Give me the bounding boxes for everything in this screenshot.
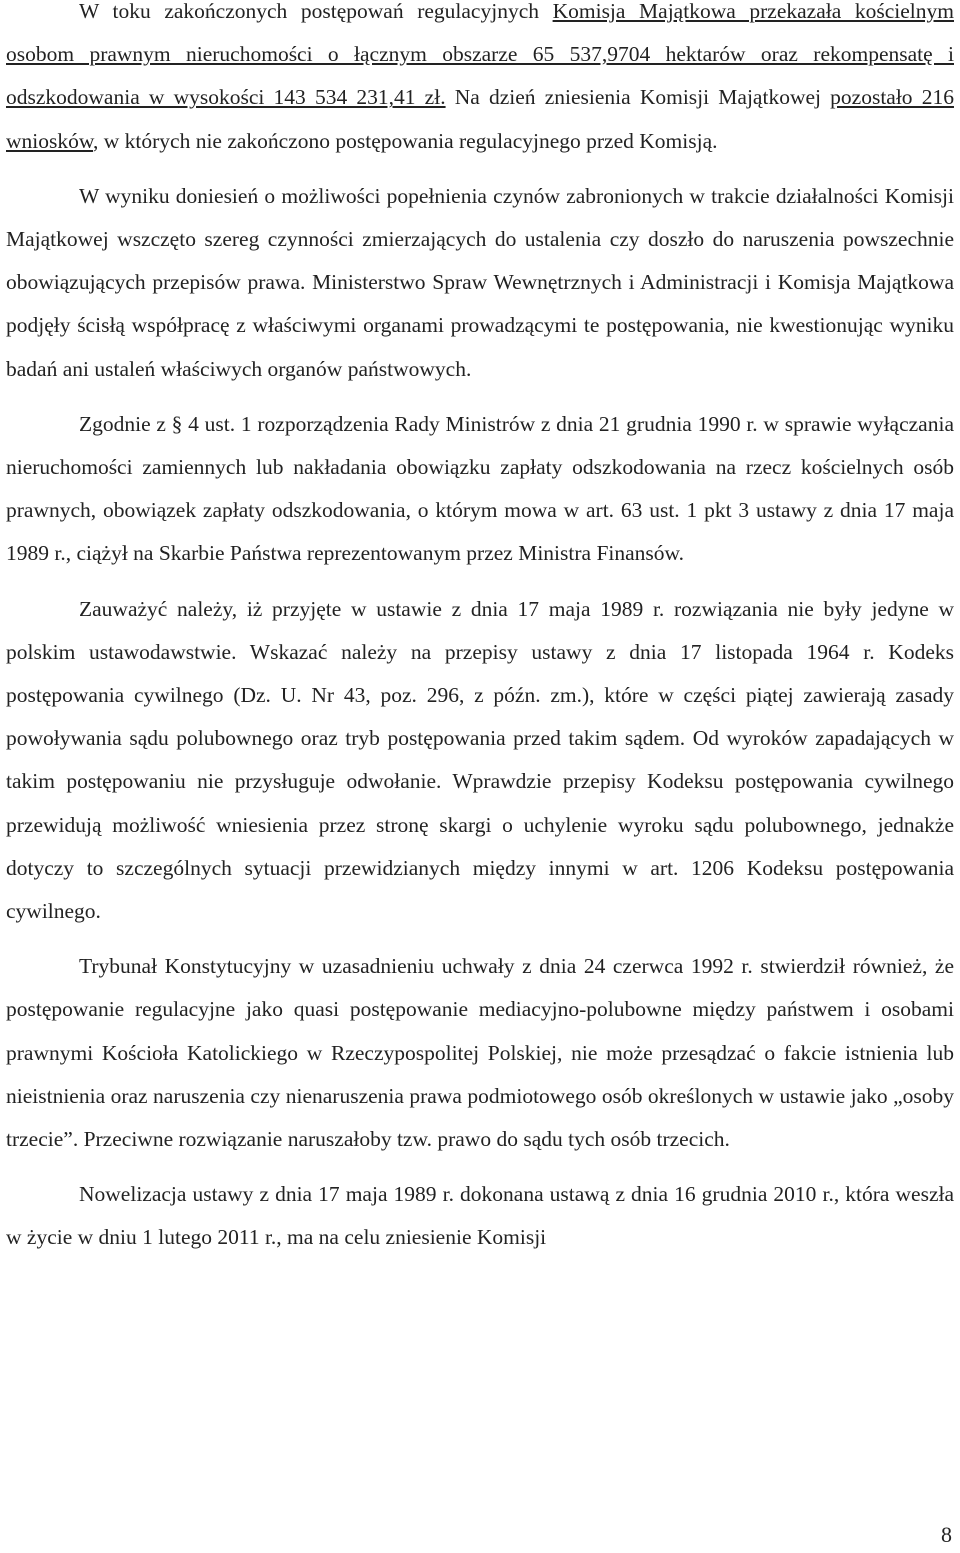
- paragraph-constitutional-tribunal: Trybunał Konstytucyjny w uzasadnieniu uchwały z dnia 24 czerwca 1992 r. stwierdził również, że postępowanie regulacyjne jako quasi postępowanie mediacyjno-polubowne między państwem i osobami prawnymi Kościoła Katolickiego w Rzeczypospolitej Polskiej, nie może przesądzać o fakcie istnienia lub nieistnienia oraz naruszenia czy nienaruszenia prawa podmiotowego osób określonych w ustawie jako „osoby trzecie”. Przeciwne rozwiązanie naruszałoby tzw. prawo do sądu tych osób trzecich.: [6, 954, 954, 1152]
- document-page: [6, 0, 954, 1260]
- page-number: 8: [941, 1522, 952, 1547]
- paragraph-amendment: Nowelizacja ustawy z dnia 17 maja 1989 r. dokonana ustawą z dnia 16 grudnia 2010 r., która weszła w życie w dniu 1 lutego 2011 r., ma na celu zniesienie Komisji: [6, 1182, 954, 1250]
- paragraph-segment: Na dzień zniesienia Komisji Majątkowej: [445, 85, 831, 110]
- paragraph-investigation: W wyniku doniesień o możliwości popełnienia czynów zabronionych w trakcie działalności Komisji Majątkowej wszczęto szereg czynności zmierzających do ustalenia czy doszło do naruszenia powszechnie obowiązujących przepisów prawa. Ministerstwo Spraw Wewnętrznych i Administracji i Komisja Majątkowa podjęły ścisłą współpracę z właściwymi organami prowadzącymi te postępowania, nie kwestionując wyniku badań ani ustaleń właściwych organów państwowych.: [6, 183, 954, 381]
- paragraph-arbitration: Zauważyć należy, iż przyjęte w ustawie z dnia 17 maja 1989 r. rozwiązania nie były jedyne w polskim ustawodawstwie. Wskazać należy na przepisy ustawy z dnia 17 listopada 1964 r. Kodeks postępowania cywilnego (Dz. U. Nr 43, poz. 296, z późn. zm.), które w części piątej zawierają zasady powoływania sądu polubownego oraz tryb postępowania przed takim sądem. Od wyroków zapadających w takim postępowaniu nie przysługuje odwołanie. Wprawdzie przepisy Kodeksu postępowania cywilnego przewidują możliwość wniesienia przez stronę skargi o uchylenie wyroku sądu polubownego, jednakże dotyczy to szczególnych sytuacji przewidzianych między innymi w art. 1206 Kodeksu postępowania cywilnego.: [6, 596, 954, 924]
- paragraph-segment: W toku zakończonych postępowań regulacyjnych: [79, 0, 553, 23]
- paragraph-property-transfer: [6, 0, 954, 163]
- paragraph-segment: , w których nie zakończono postępowania regulacyjnego przed Komisją.: [93, 128, 718, 153]
- underlined-segment: pozostało 216 wniosków: [6, 85, 954, 153]
- underlined-segment: Komisja Majątkowa przekazała kościelnym osobom prawnym nieruchomości o łącznym obszarze 65 537,9704 hektarów oraz rekompensatę i odszkodowania w wysokości 143 534 231,41 zł.: [6, 0, 954, 110]
- paragraph-regulation: Zgodnie z § 4 ust. 1 rozporządzenia Rady Ministrów z dnia 21 grudnia 1990 r. w sprawie wyłączania nieruchomości zamiennych lub nakładania obowiązku zapłaty odszkodowania na rzecz kościelnych osób prawnych, obowiązek zapłaty odszkodowania, o którym mowa w art. 63 ust. 1 pkt 3 ustawy z dnia 17 maja 1989 r., ciążył na Skarbie Państwa reprezentowanym przez Ministra Finansów.: [6, 411, 954, 566]
